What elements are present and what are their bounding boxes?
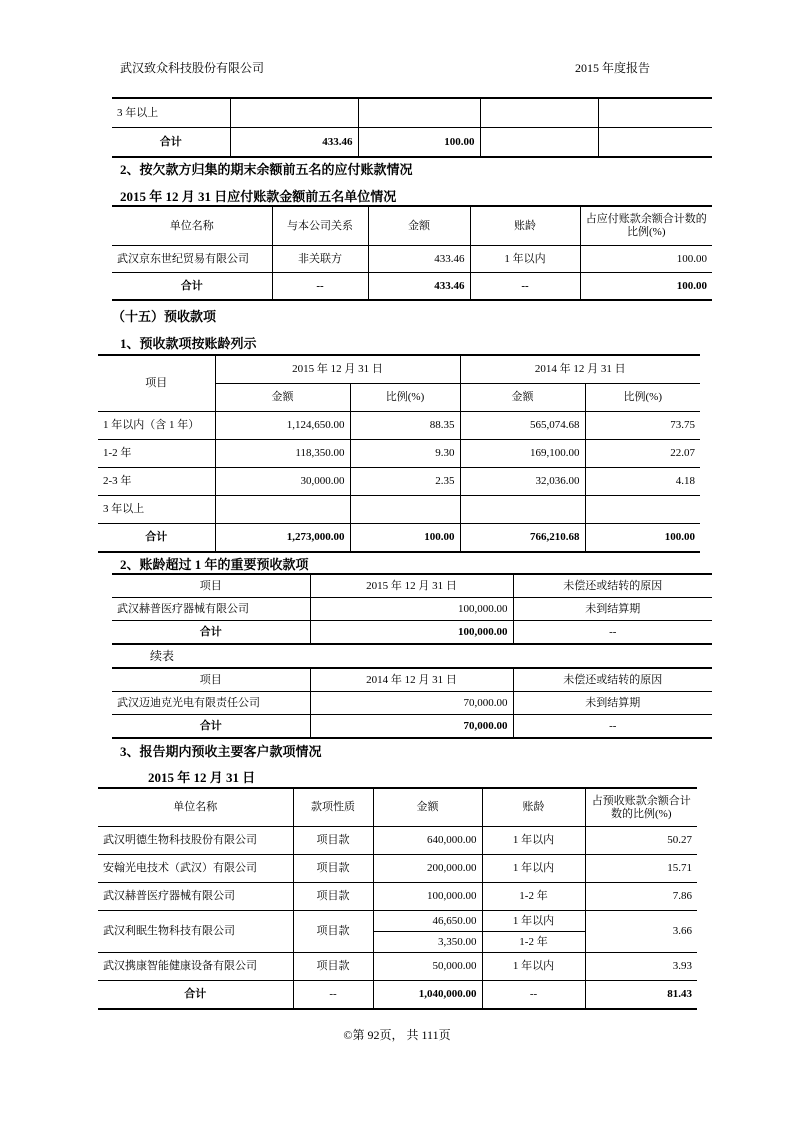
- ratio-2015-cell: 88.35: [350, 412, 460, 440]
- name-cell: 安翰光电技术（武汉）有限公司: [98, 855, 293, 883]
- payable-top5-subheading: 2015 年 12 月 31 日应付账款金额前五名单位情况: [120, 189, 397, 204]
- name-cell: 武汉京东世纪贸易有限公司: [112, 246, 272, 273]
- total-label: 合计: [98, 524, 215, 553]
- amount-cell: 70,000.00: [310, 692, 513, 715]
- over-one-year-heading: 2、账龄超过 1 年的重要预收款项: [120, 557, 309, 572]
- total-amount-2014: 766,210.68: [460, 524, 585, 553]
- amount-2014-cell: [460, 496, 585, 524]
- nature-cell: 项目款: [293, 827, 373, 855]
- total-nature: --: [293, 981, 373, 1010]
- total-ratio: 100.00: [580, 273, 712, 301]
- advance-aging-heading: 1、预收款项按账龄列示: [120, 336, 257, 351]
- advance-receipts-title: （十五）预收款项: [112, 309, 217, 324]
- item-cell: 武汉迈迪克光电有限责任公司: [112, 692, 310, 715]
- header-reason: 未偿还或结转的原因: [513, 574, 712, 598]
- amount-cell: 200,000.00: [373, 855, 482, 883]
- aging-cell: 1 年以内: [482, 855, 585, 883]
- header-amount: 金额: [373, 788, 482, 827]
- amount-2014-cell: 32,036.00: [460, 468, 585, 496]
- header-name: 单位名称: [98, 788, 293, 827]
- total-label: 合计: [98, 981, 293, 1010]
- total-row: [98, 524, 700, 553]
- ratio-cell: 15.71: [585, 855, 697, 883]
- header-aging: 账龄: [482, 788, 585, 827]
- item-cell: 武汉赫普医疗器械有限公司: [112, 598, 310, 621]
- header-period-2015: 2015 年 12 月 31 日: [215, 355, 460, 384]
- amount-cell: 46,650.00: [373, 911, 482, 932]
- header-name: 单位名称: [112, 206, 272, 246]
- report-title: 2015 年度报告: [575, 61, 651, 75]
- header-nature: 款项性质: [293, 788, 373, 827]
- table-row: [98, 496, 700, 524]
- ratio-2015-cell: 9.30: [350, 440, 460, 468]
- amount-2015-cell: 1,124,650.00: [215, 412, 350, 440]
- ratio-2014-cell: [598, 98, 712, 128]
- amount-cell: 100,000.00: [310, 598, 513, 621]
- table-row: [98, 953, 697, 981]
- total-amount: 1,040,000.00: [373, 981, 482, 1010]
- nature-cell: 项目款: [293, 883, 373, 911]
- header-item: 项目: [98, 355, 215, 412]
- over-one-year-table-2014: [112, 667, 712, 739]
- aging-cell: 1-2 年: [482, 883, 585, 911]
- major-customers-date: 2015 年 12 月 31 日: [148, 770, 256, 785]
- total-label: 合计: [112, 128, 230, 158]
- header-item: 项目: [112, 668, 310, 692]
- name-cell: 武汉明德生物科技股份有限公司: [98, 827, 293, 855]
- total-ratio-2014: [598, 128, 712, 158]
- header-row: [112, 668, 712, 692]
- header-ratio: 占应付账款余额合计数的比例(%): [580, 206, 712, 246]
- ratio-2015-cell: [358, 98, 480, 128]
- continued-label: 续表: [150, 649, 175, 663]
- table-row: [98, 855, 697, 883]
- total-row: [112, 128, 712, 158]
- aging-cell: 1 年以内: [482, 827, 585, 855]
- table-row: [112, 598, 712, 621]
- amount-2015-cell: [230, 98, 358, 128]
- amount-2014-cell: [480, 98, 598, 128]
- amount-2015-cell: 30,000.00: [215, 468, 350, 496]
- advance-aging-table: [98, 354, 700, 553]
- header-row: [98, 355, 700, 384]
- name-cell: 武汉携康智能健康设备有限公司: [98, 953, 293, 981]
- aging-cell: 1 年以内: [482, 911, 585, 932]
- amount-2015-cell: [215, 496, 350, 524]
- amount-cell: 640,000.00: [373, 827, 482, 855]
- nature-cell: 项目款: [293, 911, 373, 953]
- ratio-cell: 7.86: [585, 883, 697, 911]
- header-row: [112, 206, 712, 246]
- total-relation: --: [272, 273, 368, 301]
- total-amount: 70,000.00: [310, 715, 513, 739]
- table-row: [98, 412, 700, 440]
- ratio-2014-cell: [585, 496, 700, 524]
- table-row: [112, 98, 712, 128]
- item-cell: 1-2 年: [98, 440, 215, 468]
- amount-2014-cell: 565,074.68: [460, 412, 585, 440]
- total-label: 合计: [112, 273, 272, 301]
- total-ratio-2015: 100.00: [350, 524, 460, 553]
- ratio-cell: 100.00: [580, 246, 712, 273]
- total-ratio: 81.43: [585, 981, 697, 1010]
- item-cell: 1 年以内（含 1 年）: [98, 412, 215, 440]
- major-customers-table: [98, 787, 697, 1010]
- table-row: [98, 440, 700, 468]
- header-amount: 金额: [368, 206, 470, 246]
- nature-cell: 项目款: [293, 953, 373, 981]
- total-amount-2014: [480, 128, 598, 158]
- ratio-2014-cell: 73.75: [585, 412, 700, 440]
- table-row: [98, 827, 697, 855]
- header-amount-2015: 金额: [215, 384, 350, 412]
- header-period: 2015 年 12 月 31 日: [310, 574, 513, 598]
- amount-cell: 100,000.00: [373, 883, 482, 911]
- nature-cell: 项目款: [293, 855, 373, 883]
- total-row: [112, 273, 712, 301]
- header-amount-2014: 金额: [460, 384, 585, 412]
- item-cell: 3 年以上: [98, 496, 215, 524]
- total-amount: 433.46: [368, 273, 470, 301]
- header-ratio-2014: 比例(%): [585, 384, 700, 412]
- name-cell: 武汉利眠生物科技有限公司: [98, 911, 293, 953]
- total-ratio-2014: 100.00: [585, 524, 700, 553]
- reason-cell: 未到结算期: [513, 598, 712, 621]
- table-row: [98, 468, 700, 496]
- header-ratio-2015: 比例(%): [350, 384, 460, 412]
- total-row: [112, 715, 712, 739]
- ratio-2014-cell: 22.07: [585, 440, 700, 468]
- total-amount-2015: 1,273,000.00: [215, 524, 350, 553]
- item-cell: 2-3 年: [98, 468, 215, 496]
- aging-cell: 1 年以内: [470, 246, 580, 273]
- header-row: [112, 574, 712, 598]
- header-item: 项目: [112, 574, 310, 598]
- relation-cell: 非关联方: [272, 246, 368, 273]
- header-period: 2014 年 12 月 31 日: [310, 668, 513, 692]
- reason-cell: 未到结算期: [513, 692, 712, 715]
- total-aging: --: [470, 273, 580, 301]
- table-row: [112, 692, 712, 715]
- company-name: 武汉致众科技股份有限公司: [120, 61, 265, 75]
- table-row: [112, 246, 712, 273]
- total-row: [112, 621, 712, 645]
- table-row: [98, 911, 697, 932]
- amount-2014-cell: 169,100.00: [460, 440, 585, 468]
- ratio-2015-cell: 2.35: [350, 468, 460, 496]
- total-ratio-2015: 100.00: [358, 128, 480, 158]
- over-one-year-table-2015: [112, 573, 712, 645]
- total-aging: --: [482, 981, 585, 1010]
- header-reason: 未偿还或结转的原因: [513, 668, 712, 692]
- header-ratio: 占预收账款余额合计数的比例(%): [585, 788, 697, 827]
- payable-aging-table: [112, 97, 712, 158]
- total-row: [98, 981, 697, 1010]
- ratio-cell: 50.27: [585, 827, 697, 855]
- ratio-2015-cell: [350, 496, 460, 524]
- total-amount-2015: 433.46: [230, 128, 358, 158]
- name-cell: 武汉赫普医疗器械有限公司: [98, 883, 293, 911]
- aging-cell: 1 年以内: [482, 953, 585, 981]
- table-row: [98, 883, 697, 911]
- ratio-2014-cell: 4.18: [585, 468, 700, 496]
- item-cell: 3 年以上: [112, 98, 230, 128]
- payable-top5-table: [112, 205, 712, 301]
- total-reason: --: [513, 621, 712, 645]
- header-aging: 账龄: [470, 206, 580, 246]
- aging-cell: 1-2 年: [482, 932, 585, 953]
- amount-2015-cell: 118,350.00: [215, 440, 350, 468]
- page-number: ©第 92页， 共 111页: [343, 1028, 451, 1042]
- total-amount: 100,000.00: [310, 621, 513, 645]
- total-label: 合计: [112, 715, 310, 739]
- amount-cell: 3,350.00: [373, 932, 482, 953]
- ratio-cell: 3.93: [585, 953, 697, 981]
- payable-top5-heading: 2、按欠款方归集的期末余额前五名的应付账款情况: [120, 162, 413, 177]
- total-reason: --: [513, 715, 712, 739]
- ratio-cell: 3.66: [585, 911, 697, 953]
- amount-cell: 433.46: [368, 246, 470, 273]
- header-relation: 与本公司关系: [272, 206, 368, 246]
- header-row: [98, 788, 697, 827]
- major-customers-heading: 3、报告期内预收主要客户款项情况: [120, 744, 322, 759]
- amount-cell: 50,000.00: [373, 953, 482, 981]
- header-period-2014: 2014 年 12 月 31 日: [460, 355, 700, 384]
- total-label: 合计: [112, 621, 310, 645]
